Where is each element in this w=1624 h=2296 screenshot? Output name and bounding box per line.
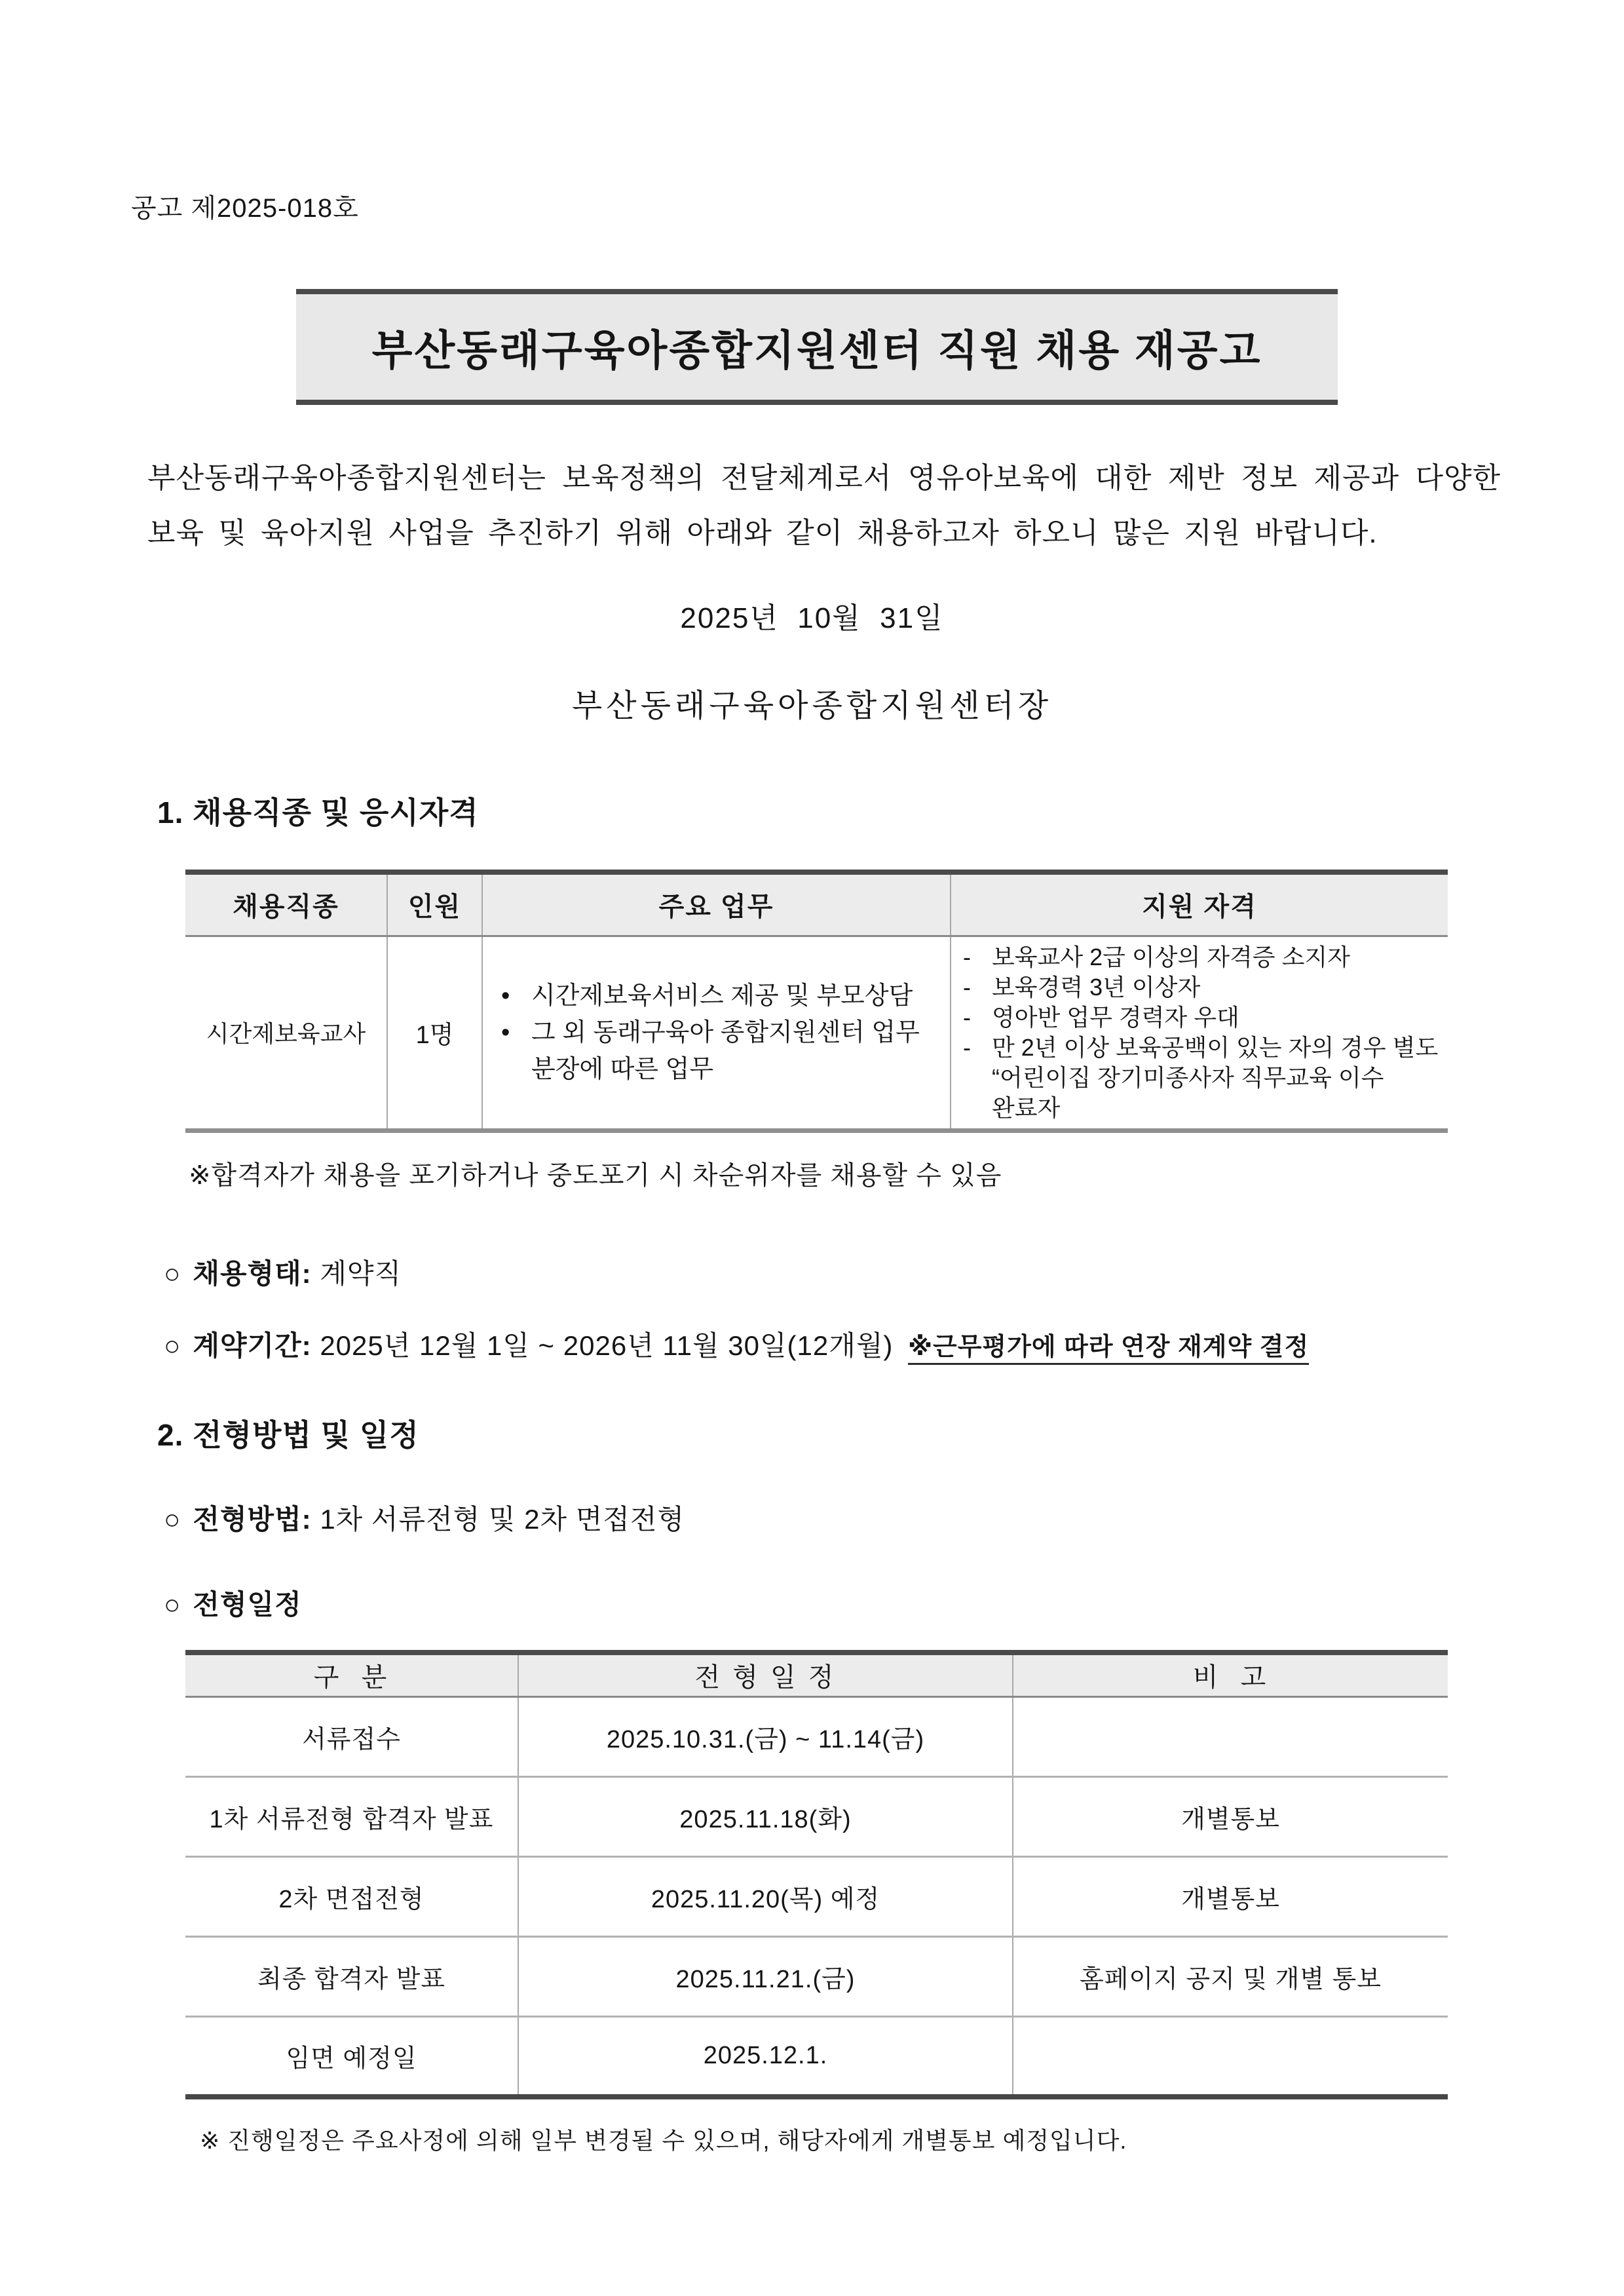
schedule-table-header-row (185, 1653, 1448, 1697)
signature-line: 부산동래구육아종합지원센터장 (571, 689, 1053, 723)
col-header-qualifications: 지원 자격 (951, 872, 1448, 936)
list-item: - 보육경력 3년 이상자 (963, 972, 1441, 1003)
table-row (185, 1937, 1448, 2017)
table-row (185, 936, 1448, 1130)
selection-method-value: 1차 서류전형 및 2차 면접전형 (320, 1503, 685, 1535)
contract-period-line (164, 1329, 1493, 1364)
title-box (296, 289, 1338, 405)
remark-cell: 개별통보 (1013, 1777, 1448, 1857)
schedule-footnote: ※ 진행일정은 주요사정에 의해 일부 변경될 수 있으며, 해당자에게 개별통보 예정입니다. (200, 2126, 1127, 2154)
dash-marker: - (963, 1033, 971, 1061)
contract-renewal-note: ※근무평가에 따라 연장 재계약 결정 (908, 1333, 1309, 1365)
intro-paragraph: 부산동래구육아종합지원센터는 보육정책의 전달체계로서 영유아보육에 대한 제반 정보 제공과 다양한 보육 및 육아지원 사업을 추진하기 위해 아래와 같이 채용하고자 하오니 많은 지원 바랍니다. (147, 462, 1501, 549)
schedule-table (185, 1650, 1448, 2099)
list-item: • 그 외 동래구육아 종합지원센터 업무 분장에 따른 업무 (501, 1014, 941, 1088)
table-row (185, 1777, 1448, 1857)
col-header-schedule: 전 형 일 정 (518, 1653, 1013, 1697)
schedule-cell: 2025.11.20(목) 예정 (518, 1857, 1013, 1937)
col-header-headcount: 인원 (387, 872, 482, 936)
circle-marker: ○ (164, 1503, 181, 1535)
bullet-marker: • (501, 1018, 510, 1046)
table-row (185, 2017, 1448, 2097)
category-cell: 1차 서류전형 합격자 발표 (185, 1777, 518, 1857)
notice-number: 공고 제2025-018호 (131, 194, 359, 223)
schedule-cell: 2025.12.1. (518, 2017, 1013, 2097)
selection-method-line (164, 1502, 1493, 1537)
remark-cell (1013, 2017, 1448, 2097)
employment-type-value: 계약직 (320, 1257, 402, 1289)
duties-cell (482, 936, 951, 1130)
employment-type-line (164, 1257, 1493, 1291)
circle-marker: ○ (164, 1330, 181, 1361)
col-header-category: 구 분 (185, 1653, 518, 1697)
list-item: • 시간제보육서비스 제공 및 부모상담 (501, 978, 941, 1014)
bullet-marker: • (501, 982, 510, 1010)
category-cell: 최종 합격자 발표 (185, 1937, 518, 2017)
section2-heading: 2. 전형방법 및 일정 (157, 1417, 419, 1452)
duties-list (501, 978, 941, 1088)
schedule-cell: 2025.10.31.(금) ~ 11.14(금) (518, 1697, 1013, 1777)
selection-method-label: 전형방법: (193, 1503, 312, 1535)
table-row (185, 1697, 1448, 1777)
dash-marker: - (963, 1003, 971, 1031)
recruitment-table-header-row (185, 872, 1448, 936)
category-cell: 2차 면접전형 (185, 1857, 518, 1937)
schedule-cell: 2025.11.18(화) (518, 1777, 1013, 1857)
recruitment-table (185, 870, 1448, 1133)
list-item: - 만 2년 이상 보육공백이 있는 자의 경우 별도 “어린이집 장기미종사자 직무교육 이수 완료자 (963, 1033, 1439, 1121)
table-note: ※합격자가 채용을 포기하거나 중도포기 시 차순위자를 채용할 수 있음 (189, 1160, 1002, 1190)
table-row (185, 1857, 1448, 1937)
qualifications-list (963, 942, 1441, 1123)
circle-marker: ○ (164, 1257, 181, 1289)
contract-period-label: 계약기간: (193, 1330, 312, 1361)
contract-period-value: 2025년 12월 1일 ~ 2026년 11월 30일(12개월) (320, 1330, 894, 1361)
category-cell: 서류접수 (302, 1726, 401, 1753)
col-header-duties: 주요 업무 (482, 872, 951, 936)
remark-cell: 홈페이지 공지 및 개별 통보 (1013, 1937, 1448, 2017)
dash-marker: - (963, 943, 971, 970)
dash-marker: - (963, 973, 971, 1001)
schedule-cell: 2025.11.21.(금) (518, 1937, 1013, 2017)
remark-cell: 개별통보 (1013, 1857, 1448, 1937)
schedule-heading-label: 전형일정 (193, 1588, 302, 1620)
document-date: 2025년 10월 31일 (680, 602, 944, 634)
job-title-cell: 시간제보육교사 (206, 1020, 366, 1047)
col-header-job: 채용직종 (185, 872, 387, 936)
circle-marker: ○ (164, 1588, 181, 1620)
section1-heading: 1. 채용직종 및 응시자격 (157, 795, 479, 830)
headcount-cell: 1명 (387, 936, 482, 1130)
schedule-heading-line (164, 1588, 1493, 1622)
list-item: - 보육교사 2급 이상의 자격증 소지자 (963, 942, 1441, 972)
employment-type-label: 채용형태: (193, 1257, 312, 1289)
col-header-remark: 비 고 (1013, 1653, 1448, 1697)
qualifications-cell (951, 936, 1448, 1130)
list-item: - 영아반 업무 경력자 우대 (963, 1003, 1441, 1033)
page-title: 부산동래구육아종합지원센터 직원 채용 재공고 (371, 326, 1262, 374)
category-cell: 임면 예정일 (185, 2017, 518, 2097)
remark-cell (1013, 1697, 1448, 1777)
